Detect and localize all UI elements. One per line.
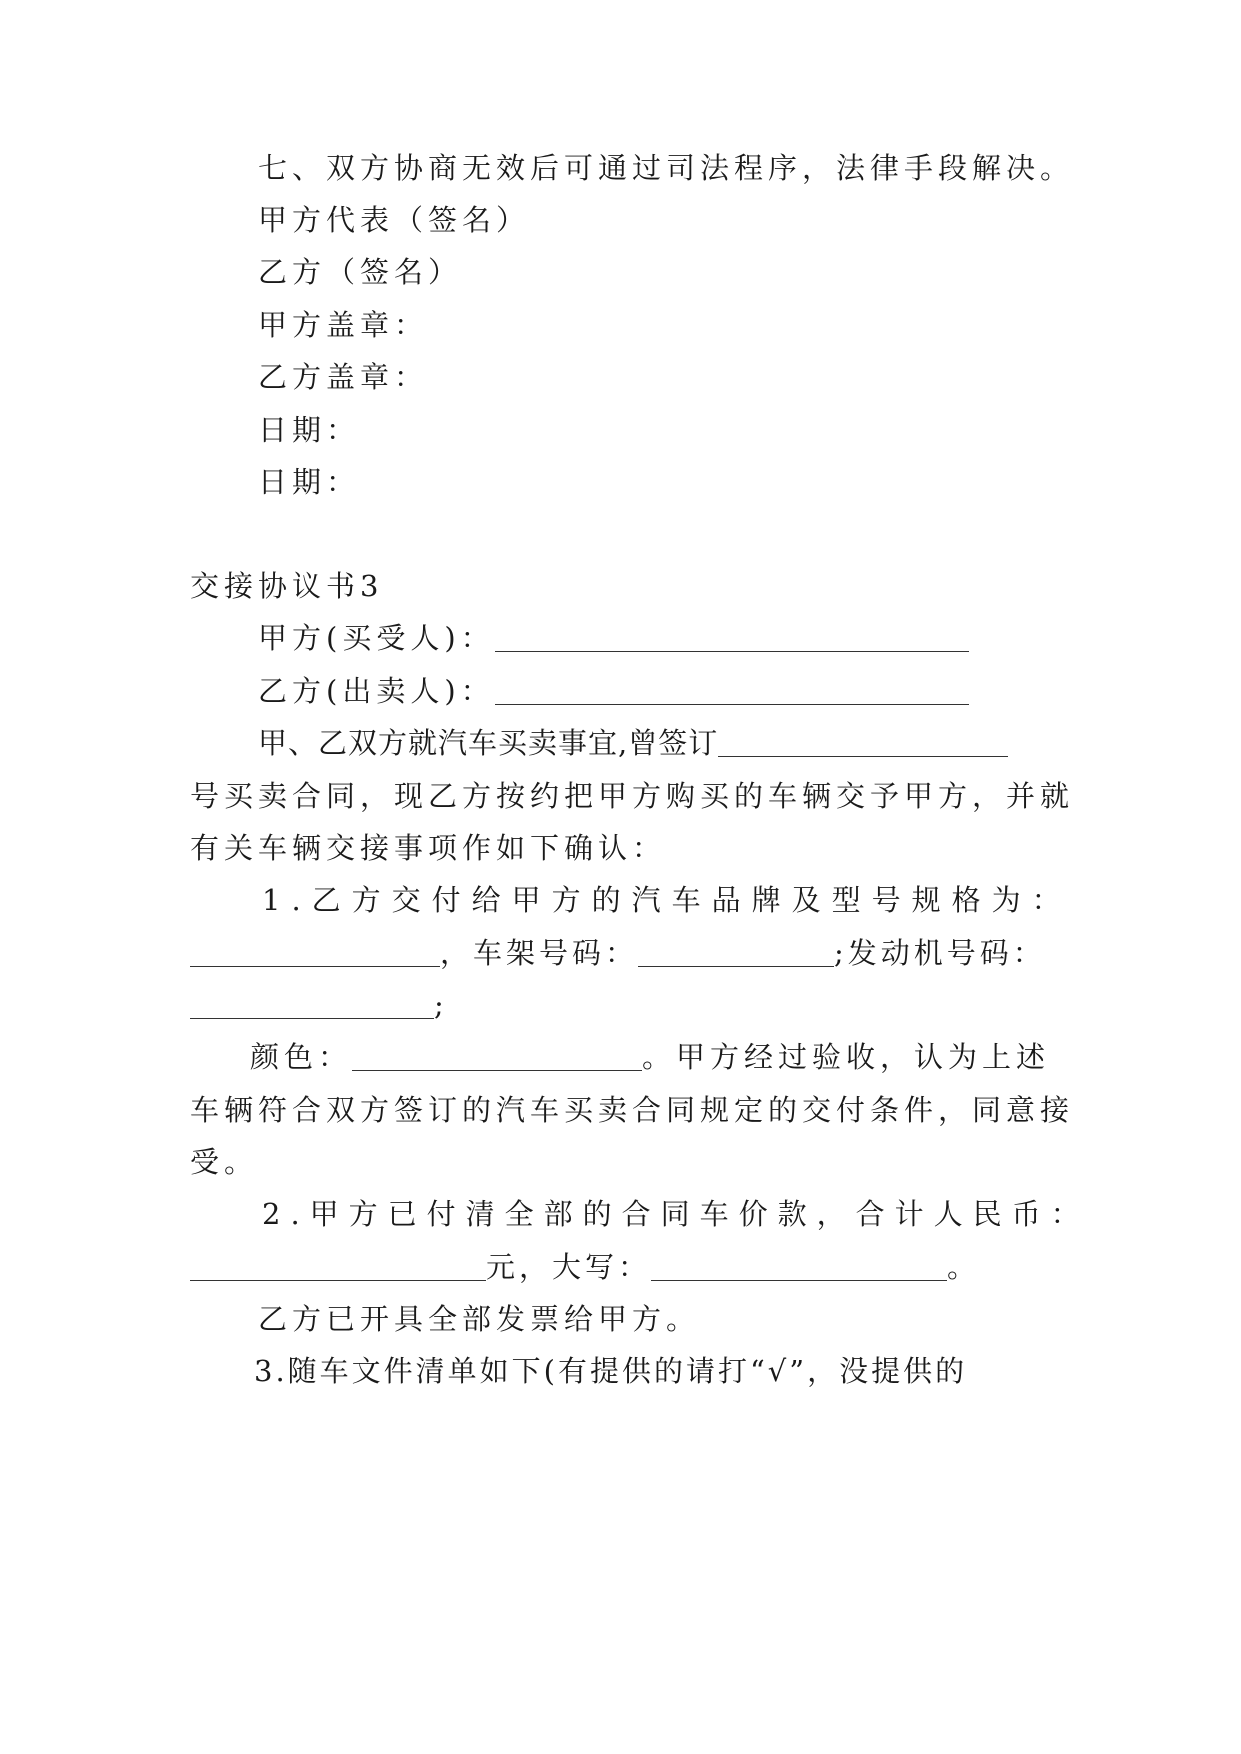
item-2-line-2 (190, 1247, 980, 1287)
brand-model-blank (190, 936, 440, 967)
party-a-buyer-line (258, 618, 969, 658)
clause-seven: 七、双方协商无效后可通过司法程序，法律手段解决。 (258, 151, 1075, 185)
invoice-line: 乙方已开具全部发票给甲方。 (258, 1302, 701, 1336)
amount-blank (190, 1250, 486, 1281)
item-1-line-1: 1.乙方交付给甲方的汽车品牌及型号规格为： (262, 883, 1072, 917)
party-b-signature: 乙方（签名） (258, 255, 463, 289)
amount-words-blank (651, 1250, 947, 1281)
party-a-rep-signature: 甲方代表（签名） (258, 203, 531, 237)
party-b-seal: 乙方盖章： (258, 360, 429, 394)
item-3-line: 3.随车文件清单如下(有提供的请打“√”，没提供的 (254, 1354, 968, 1388)
date-line-1: 日期： (258, 413, 361, 447)
item-1-line-3 (190, 985, 449, 1025)
party-a-seal: 甲方盖章： (258, 308, 429, 342)
party-b-label: 乙方(出卖人)： (258, 674, 495, 708)
semicolon: ; (434, 988, 449, 1022)
intro-line-3: 有关车辆交接事项作如下确认： (190, 831, 667, 865)
acceptance-text: 。甲方经过验收，认为上述 (642, 1040, 1051, 1074)
color-label: 颜色： (250, 1040, 353, 1074)
engine-number-label: ;发动机号码： (834, 936, 1046, 970)
item-1-line-2 (190, 933, 1046, 973)
intro-line-2: 号买卖合同，现乙方按约把甲方购买的车辆交予甲方，并就 (190, 779, 1075, 813)
item-2-line-1: 2.甲方已付清全部的合同车价款，合计人民币： (262, 1197, 1090, 1231)
color-blank (352, 1040, 642, 1071)
document-title: 交接协议书3 (190, 569, 384, 603)
date-line-2: 日期： (258, 465, 361, 499)
acceptance-line-3: 受。 (190, 1145, 259, 1179)
intro-line-1 (258, 723, 1008, 763)
engine-number-blank (190, 988, 434, 1019)
amount-words-label: 元，大写： (486, 1250, 652, 1284)
intro-text: 甲、乙双方就汽车买卖事宜,曾签订 (258, 726, 719, 760)
contract-number-blank (718, 726, 1008, 757)
period: 。 (947, 1250, 981, 1284)
color-line (250, 1037, 1050, 1077)
party-b-blank (495, 674, 969, 705)
party-a-label: 甲方(买受人)： (258, 621, 495, 655)
frame-number-label: ，车架号码： (440, 936, 639, 970)
party-b-seller-line (258, 671, 969, 711)
party-a-blank (495, 621, 969, 652)
acceptance-line-2: 车辆符合双方签订的汽车买卖合同规定的交付条件，同意接 (190, 1093, 1075, 1127)
frame-number-blank (638, 936, 834, 967)
